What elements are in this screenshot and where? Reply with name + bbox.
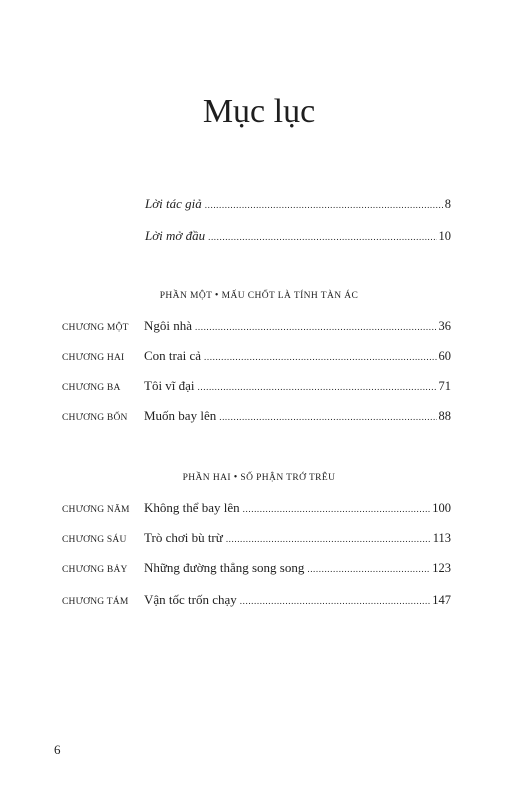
dot-leader — [205, 196, 443, 214]
chapter-page: 100 — [432, 501, 451, 515]
chapter-title: Con trai cả — [144, 348, 202, 363]
bullet-separator: • — [214, 290, 219, 301]
toc-entry-author-note — [145, 195, 451, 213]
part-label: PHẦN HAI — [182, 473, 231, 483]
chapter-title: Những đường thẳng song song — [144, 560, 305, 575]
chapter-page: 36 — [438, 319, 451, 333]
chapter-label: CHƯƠNG BA — [62, 383, 121, 393]
chapter-label: CHƯƠNG MỘT — [62, 323, 129, 333]
toc-entry-title: Lời tác giả — [145, 196, 202, 211]
toc-entry-title: Lời mở đầu — [145, 228, 206, 243]
toc-chapter-row — [62, 499, 451, 517]
dot-leader — [219, 408, 436, 426]
chapter-page: 88 — [438, 409, 451, 423]
chapter-title: Không thể bay lên — [144, 500, 240, 515]
dot-leader — [307, 560, 430, 578]
dot-leader — [198, 378, 437, 396]
dot-leader — [204, 348, 436, 366]
bullet-separator: • — [233, 472, 238, 483]
chapter-page: 60 — [438, 349, 451, 363]
chapter-label: CHƯƠNG BẢY — [62, 565, 128, 575]
chapter-title: Vận tốc trốn chạy — [144, 592, 237, 607]
page-title: Mục lục — [202, 93, 316, 130]
chapter-label: CHƯƠNG BỐN — [62, 413, 128, 423]
toc-chapter-row — [62, 317, 451, 335]
part-name: SỐ PHẬN TRỚ TRÊU — [240, 473, 336, 483]
chapter-page: 123 — [432, 561, 451, 575]
chapter-title: Trò chơi bù trừ — [144, 530, 223, 545]
part-heading-one — [0, 289, 518, 303]
dot-leader — [226, 530, 431, 548]
dot-leader — [208, 228, 436, 246]
chapter-page: 147 — [432, 593, 451, 607]
dot-leader — [243, 500, 431, 518]
chapter-page: 113 — [432, 531, 451, 545]
dot-leader — [240, 592, 430, 610]
page-number: 6 — [54, 742, 61, 757]
chapter-label: CHƯƠNG NĂM — [62, 505, 130, 515]
part-name: MẤU CHỐT LÀ TÍNH TÀN ÁC — [221, 291, 359, 301]
part-label: PHẦN MỘT — [159, 291, 213, 301]
chapter-label: CHƯƠNG SÁU — [62, 535, 127, 545]
toc-entry-preface — [145, 227, 451, 245]
toc-chapter-row — [62, 377, 451, 395]
toc-chapter-row — [62, 591, 451, 609]
chapter-title: Tôi vĩ đại — [144, 378, 195, 393]
chapter-title: Muốn bay lên — [144, 408, 217, 423]
toc-chapter-row — [62, 347, 451, 365]
chapter-title: Ngôi nhà — [144, 318, 193, 333]
toc-chapter-row — [62, 559, 451, 577]
chapter-page: 71 — [438, 379, 451, 393]
chapter-label: CHƯƠNG TÁM — [62, 597, 129, 607]
toc-chapter-row — [62, 407, 451, 425]
toc-chapter-row — [62, 529, 451, 547]
toc-entry-page: 10 — [438, 229, 451, 243]
part-heading-two — [0, 471, 518, 485]
chapter-label: CHƯƠNG HAI — [62, 353, 125, 363]
toc-entry-page: 8 — [444, 197, 451, 211]
dot-leader — [195, 318, 436, 336]
